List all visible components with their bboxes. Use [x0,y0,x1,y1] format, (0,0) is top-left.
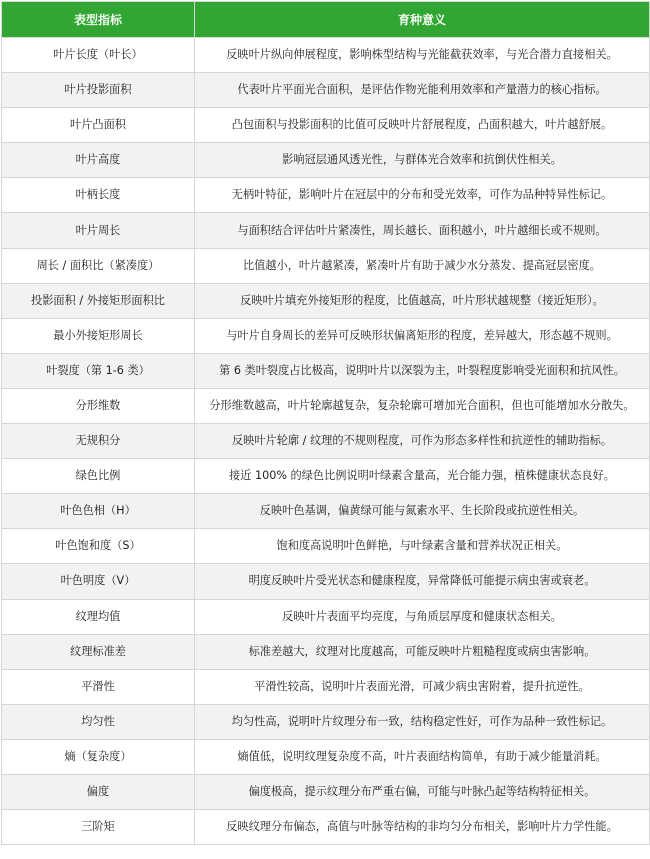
indicator-cell: 周长 / 面积比（紧凑度） [2,248,195,283]
significance-cell: 比值越小，叶片越紧凑，紧凑叶片有助于减少水分蒸发、提高冠层密度。 [195,248,650,283]
indicator-cell: 熵（复杂度） [2,739,195,774]
table-row [2,213,650,248]
indicator-cell: 叶片投影面积 [2,73,195,108]
indicator-cell: 叶片凸面积 [2,108,195,143]
significance-cell: 反映叶片轮廓 / 纹理的不规则程度，可作为形态多样性和抗逆性的辅助指标。 [195,424,650,459]
table-row [2,283,650,318]
significance-cell: 熵值低，说明纹理复杂度不高，叶片表面结构简单，有助于减少能量消耗。 [195,739,650,774]
table-row [2,669,650,704]
indicator-cell: 叶柄长度 [2,178,195,213]
indicator-cell: 纹理标准差 [2,634,195,669]
indicator-cell: 叶裂度（第 1-6 类） [2,353,195,388]
table-body [2,38,650,845]
breeding-significance-table-container [1,1,649,857]
table-row [2,38,650,73]
indicator-cell: 纹理均值 [2,599,195,634]
significance-cell: 分形维数越高，叶片轮廓越复杂，复杂轮廓可增加光合面积，但也可能增加水分散失。 [195,388,650,423]
table-row [2,73,650,108]
table-row [2,424,650,459]
significance-cell: 反映纹理分布偏态，高值与叶脉等结构的非均匀分布相关，影响叶片力学性能。 [195,810,650,845]
significance-cell: 与叶片自身周长的差异可反映形状偏离矩形的程度，差异越大，形态越不规则。 [195,318,650,353]
significance-cell: 标准差越大，纹理对比度越高，可能反映叶片粗糙程度或病虫害影响。 [195,634,650,669]
indicator-cell: 分形维数 [2,388,195,423]
table-row [2,388,650,423]
significance-cell: 均匀性高，说明叶片纹理分布一致，结构稳定性好，可作为品种一致性标记。 [195,704,650,739]
significance-cell: 凸包面积与投影面积的比值可反映叶片舒展程度，凸面积越大，叶片越舒展。 [195,108,650,143]
significance-cell: 反映叶片纵向伸展程度，影响株型结构与光能截获效率，与光合潜力直接相关。 [195,38,650,73]
table-row [2,248,650,283]
significance-cell: 饱和度高说明叶色鲜艳，与叶绿素含量和营养状况正相关。 [195,529,650,564]
table-row [2,459,650,494]
table-row [2,108,650,143]
table-row [2,178,650,213]
table-row [2,739,650,774]
table-row [2,494,650,529]
significance-cell: 代表叶片平面光合面积，是评估作物光能利用效率和产量潜力的核心指标。 [195,73,650,108]
significance-cell: 反映叶片填充外接矩形的程度，比值越高，叶片形状越规整（接近矩形）。 [195,283,650,318]
significance-cell: 反映叶片表面平均亮度，与角质层厚度和健康状态相关。 [195,599,650,634]
significance-cell: 与面积结合评估叶片紧凑性，周长越长、面积越小，叶片越细长或不规则。 [195,213,650,248]
table-row [2,143,650,178]
significance-cell: 明度反映叶片受光状态和健康程度，异常降低可能提示病虫害或衰老。 [195,564,650,599]
indicator-cell: 最小外接矩形周长 [2,318,195,353]
indicator-cell: 平滑性 [2,669,195,704]
table-row [2,810,650,845]
phenotype-table [1,1,650,845]
significance-cell: 接近 100% 的绿色比例说明叶绿素含量高，光合能力强，植株健康状态良好。 [195,459,650,494]
indicator-cell: 三阶矩 [2,810,195,845]
significance-cell: 无柄叶特征，影响叶片在冠层中的分布和受光效率，可作为品种特异性标记。 [195,178,650,213]
indicator-cell: 叶片周长 [2,213,195,248]
indicator-cell: 叶色色相（H） [2,494,195,529]
table-row [2,704,650,739]
significance-cell: 平滑性较高，说明叶片表面光滑，可减少病虫害附着，提升抗逆性。 [195,669,650,704]
table-row [2,564,650,599]
table-header [2,2,650,38]
table-row [2,634,650,669]
indicator-cell: 叶色明度（V） [2,564,195,599]
indicator-cell: 无规积分 [2,424,195,459]
table-row [2,353,650,388]
significance-cell: 影响冠层通风透光性，与群体光合效率和抗倒伏性相关。 [195,143,650,178]
table-row [2,774,650,809]
table-row [2,318,650,353]
indicator-cell: 偏度 [2,774,195,809]
indicator-cell: 叶片长度（叶长） [2,38,195,73]
indicator-cell: 叶色饱和度（S） [2,529,195,564]
indicator-cell: 投影面积 / 外接矩形面积比 [2,283,195,318]
header-breeding-significance: 育种意义 [195,2,650,38]
indicator-cell: 绿色比例 [2,459,195,494]
significance-cell: 第 6 类叶裂度占比极高，说明叶片以深裂为主，叶裂程度影响受光面积和抗风性。 [195,353,650,388]
significance-cell: 反映叶色基调，偏黄绿可能与氮素水平、生长阶段或抗逆性相关。 [195,494,650,529]
table-row [2,599,650,634]
significance-cell: 偏度极高，提示纹理分布严重右偏，可能与叶脉凸起等结构特征相关。 [195,774,650,809]
indicator-cell: 均匀性 [2,704,195,739]
table-row [2,529,650,564]
header-phenotype-indicator: 表型指标 [2,2,195,38]
indicator-cell: 叶片高度 [2,143,195,178]
header-row [2,2,650,38]
